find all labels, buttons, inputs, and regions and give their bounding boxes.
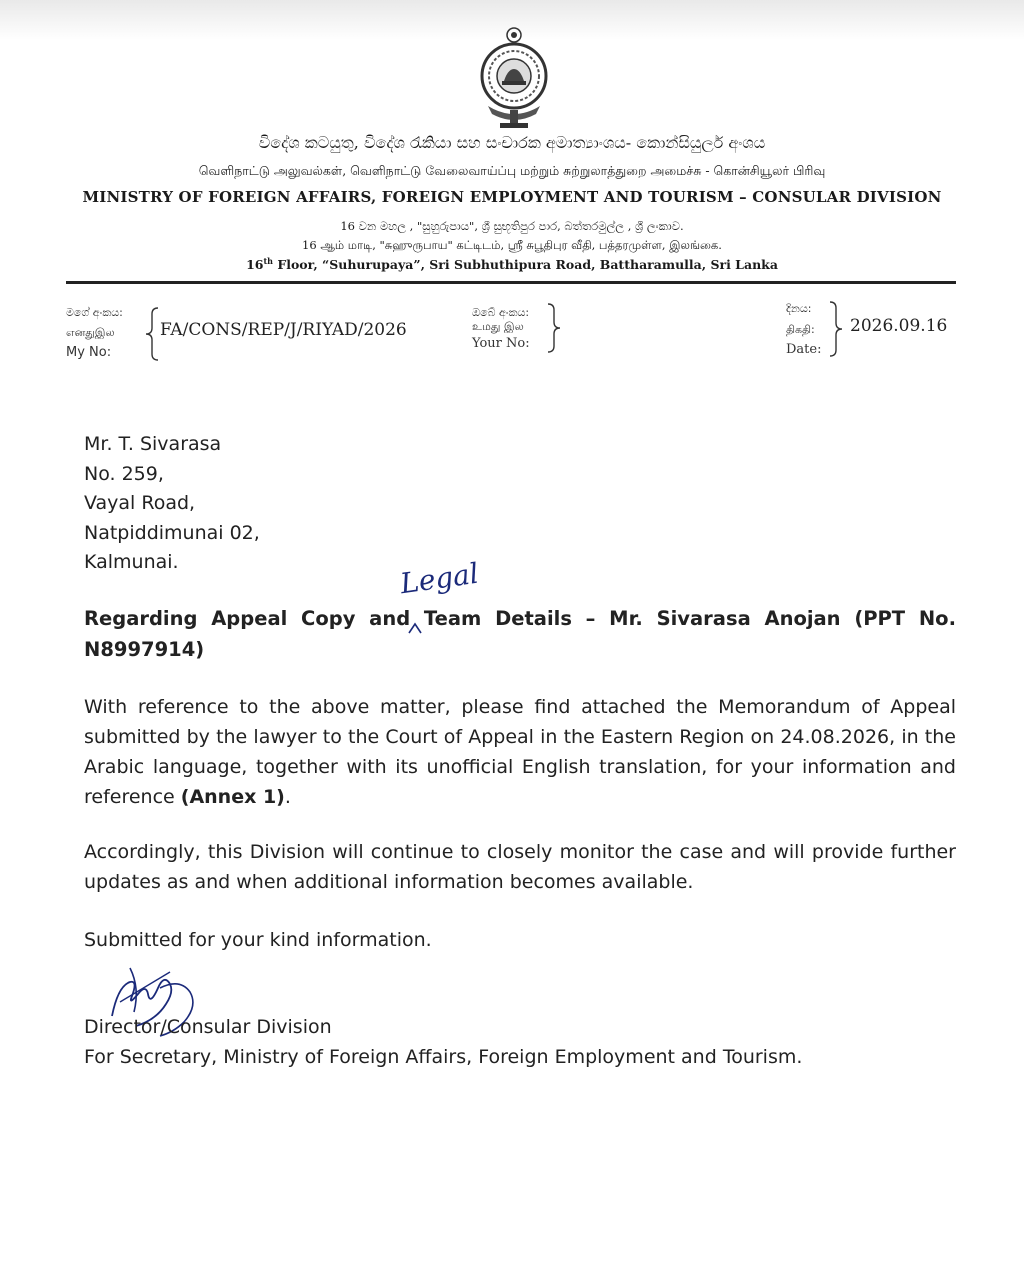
addressee-line-3: Vayal Road, bbox=[84, 492, 196, 514]
my-no-label-sinhala: මගේ අංකය: bbox=[66, 306, 123, 319]
letterhead-title-tamil: வெளிநாட்டு அலுவல்கள், வெளிநாட்டு வேலைவாய்ப்பு மற்றும் சுற்றுலாத்துறை அமைச்சு - கொன்சியூலர் பிரிவு bbox=[198, 163, 826, 178]
letterhead-title-sinhala: විදේශ කටයුතු, විදේශ රැකියා සහ සංචාරක අමාත්‍යාංශය- කොන්සියුලර් අංශය bbox=[258, 133, 766, 152]
body-paragraph-1 bbox=[84, 692, 956, 812]
your-no-brace-icon bbox=[546, 302, 562, 354]
address-english bbox=[0, 256, 1024, 272]
addressee-line-2: No. 259, bbox=[84, 462, 164, 485]
date-label-tamil: திகதி: bbox=[786, 323, 815, 336]
address-floor-number: 16 bbox=[246, 257, 264, 273]
signatory-on-behalf: For Secretary, Ministry of Foreign Affairs, Foreign Employment and Tourism. bbox=[84, 1045, 803, 1068]
para1-end: . bbox=[284, 786, 291, 808]
addressee-block bbox=[84, 430, 260, 578]
body-paragraph-2: Accordingly, this Division will continue to closely monitor the case and will provide further updates as and when additional information becomes available. bbox=[84, 841, 956, 893]
my-no-label-tamil: எனதுஇல bbox=[66, 326, 115, 339]
date-value: 2026.09.16 bbox=[850, 316, 948, 336]
address-tamil: 16 ஆம் மாடி, "சுஹுருபாய" கட்டிடம், ஸ்ரீ சுபூதிபுர வீதி, பத்தரமுள்ள, இலங்கை. bbox=[302, 238, 722, 252]
addressee-line-5: Kalmunai. bbox=[84, 551, 179, 573]
address-english-rest: Floor, “Suhurupaya”, Sri Subhuthipura Road, Battharamulla, Sri Lanka bbox=[273, 257, 778, 273]
my-no-label-english: My No: bbox=[66, 345, 112, 360]
address-sinhala: 16 වන මහල , "සුහුරුපාය", ශ්‍රී සුභූතිපුර පාර, බත්තරමුල්ල , ශ්‍රී ලංකාව. bbox=[340, 219, 684, 233]
para1-text: With reference to the above matter, please find attached the Memorandum of Appeal submitted by the lawyer to the Court of Appeal in the Eastern Region on 24.08.2026, in the Arabic language, together with its unofficial English translation, for your information and reference bbox=[84, 696, 956, 808]
your-no-label-sinhala: ඔබේ අංකය: bbox=[472, 306, 530, 319]
body-paragraph-3: Submitted for your kind information. bbox=[84, 929, 432, 951]
sri-lanka-emblem-icon bbox=[478, 26, 550, 130]
signature-block bbox=[84, 1013, 802, 1072]
handwritten-legal-annotation: Legal bbox=[398, 556, 481, 601]
my-no-brace-icon bbox=[144, 306, 160, 362]
signatory-title: Director/Consular Division bbox=[84, 1016, 332, 1038]
annex-reference: (Annex 1) bbox=[180, 786, 285, 808]
my-no-value: FA/CONS/REP/J/RIYAD/2026 bbox=[160, 320, 407, 340]
your-no-label-english: Your No: bbox=[472, 336, 530, 351]
addressee-line-4: Natpiddimunai 02, bbox=[84, 521, 260, 544]
date-brace-icon bbox=[828, 300, 844, 358]
subject-line: Regarding Appeal Copy and Team Details – Mr. Sivarasa Anojan (PPT No. N8997914) bbox=[84, 607, 956, 661]
date-label-sinhala: දිනය: bbox=[786, 302, 812, 315]
letterhead-title-english: MINISTRY OF FOREIGN AFFAIRS, FOREIGN EMPLOYMENT AND TOURISM – CONSULAR DIVISION bbox=[82, 188, 942, 206]
your-no-label-tamil: உமது இல bbox=[472, 320, 524, 333]
header-divider bbox=[66, 281, 956, 284]
date-label-english: Date: bbox=[786, 342, 822, 357]
addressee-name: Mr. T. Sivarasa bbox=[84, 433, 222, 455]
address-floor-suffix: th bbox=[263, 256, 273, 266]
